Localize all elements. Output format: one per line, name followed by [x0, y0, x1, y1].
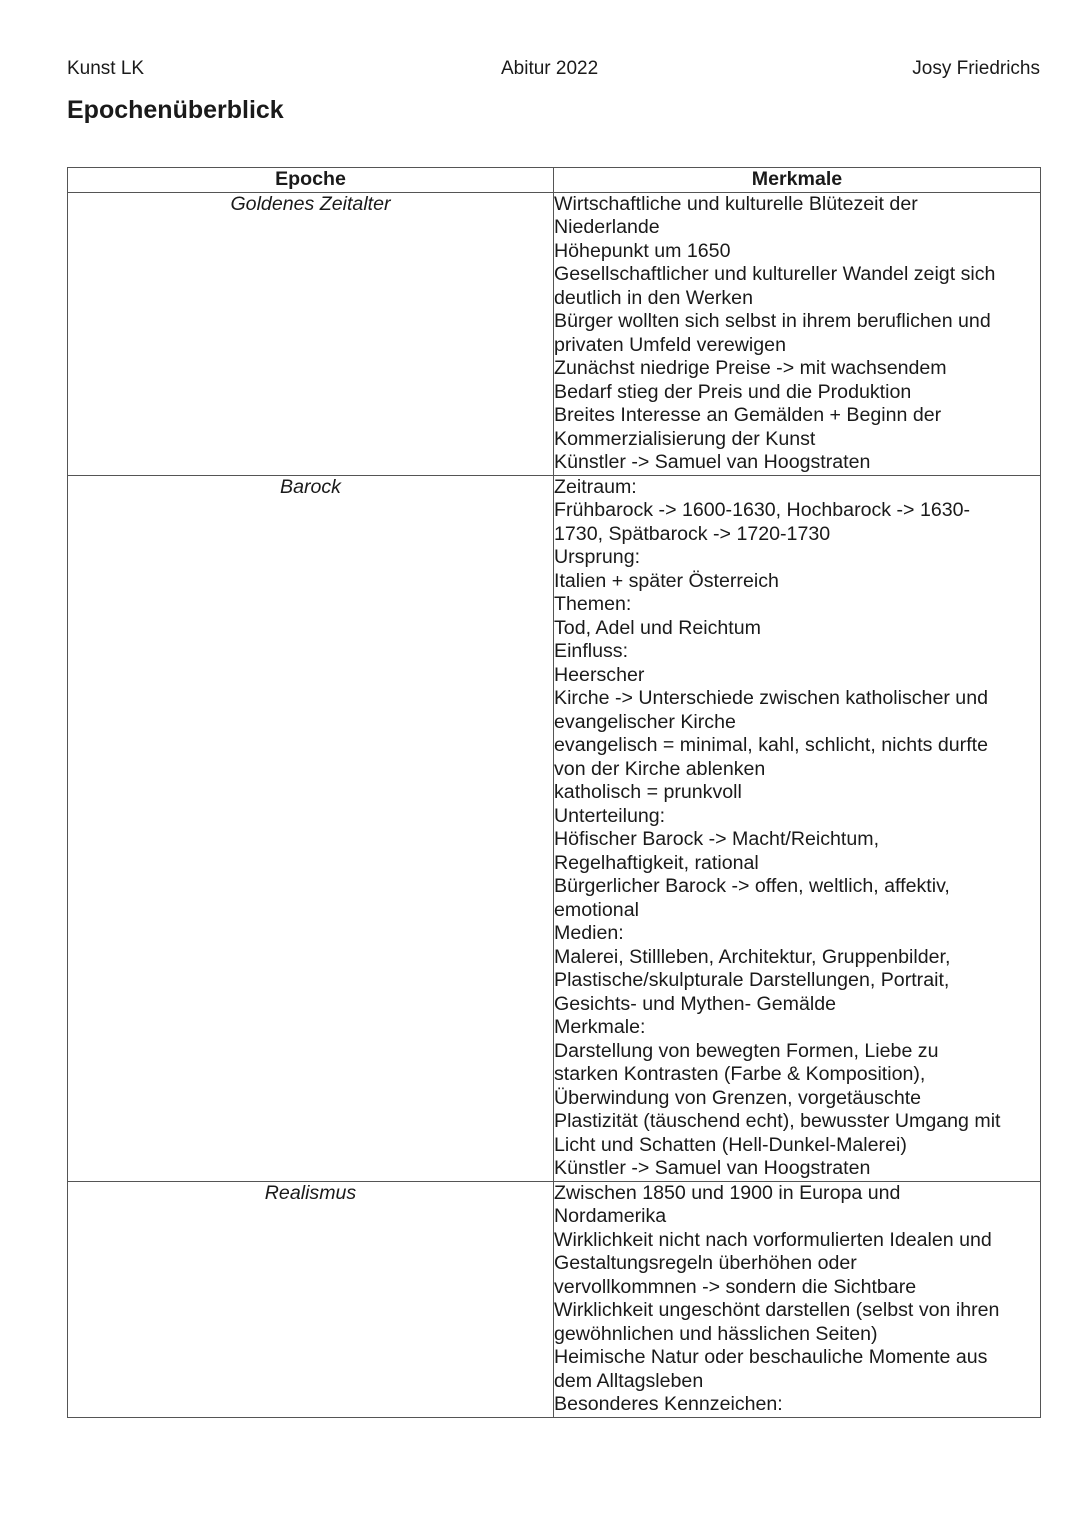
feature-line: Themen: — [554, 593, 632, 615]
feature-line: Licht und Schatten (Hell-Dunkel-Malerei) — [554, 1133, 907, 1156]
feature-line: katholisch = prunkvoll — [554, 781, 742, 803]
feature-line: Besonderes Kennzeichen: — [554, 1393, 783, 1415]
feature-line: Niederlande — [554, 216, 660, 238]
page-title: Epochenüberblick — [67, 96, 284, 124]
table-row — [68, 192, 1041, 475]
feature-line: evangelischer Kirche — [554, 710, 736, 733]
feature-line: Malerei, Stillleben, Architektur, Gruppenbilder, — [554, 945, 951, 968]
feature-line: dem Alltagsleben — [554, 1369, 704, 1392]
feature-line: Plastische/skulpturale Darstellungen, Portrait, — [554, 969, 950, 991]
feature-line: gewöhnlichen und hässlichen Seiten) — [554, 1322, 878, 1345]
feature-line: Bürgerlicher Barock -> offen, weltlich, affektiv, — [554, 875, 950, 897]
epoch-table — [67, 167, 1041, 1418]
feature-line: Gesichts- und Mythen- Gemälde — [554, 992, 837, 1015]
author-name: Josy Friedrichs — [912, 58, 1040, 79]
epoch-table-body — [68, 192, 1041, 1417]
feature-line: Kommerzialisierung der Kunst — [554, 427, 816, 450]
feature-line: Bürger wollten sich selbst in ihrem beruflichen und — [554, 310, 991, 332]
feature-line: Künstler -> Samuel van Hoogstraten — [554, 1157, 871, 1179]
epoch-name: Realismus — [68, 1181, 554, 1417]
feature-line: Wirtschaftliche und kulturelle Blütezeit der — [554, 192, 918, 215]
feature-line: Künstler -> Samuel van Hoogstraten — [554, 451, 871, 473]
feature-line: Heerscher — [554, 663, 645, 686]
feature-line: vervollkommnen -> sondern die Sichtbare — [554, 1275, 917, 1298]
feature-line: starken Kontrasten (Farbe & Komposition), — [554, 1063, 926, 1085]
feature-line: Regelhaftigkeit, rational — [554, 851, 759, 874]
feature-line: Zunächst niedrige Preise -> mit wachsendem — [554, 357, 947, 379]
column-header-epoch: Epoche — [68, 168, 554, 193]
feature-line: Gestaltungsregeln überhöhen oder — [554, 1252, 857, 1274]
exam-label: Abitur 2022 — [501, 58, 599, 79]
feature-line: Medien: — [554, 922, 624, 944]
feature-line: evangelisch = minimal, kahl, schlicht, nichts durfte — [554, 734, 988, 756]
feature-line: Überwindung von Grenzen, vorgetäuschte — [554, 1086, 922, 1109]
feature-line: deutlich in den Werken — [554, 286, 753, 309]
feature-line: emotional — [554, 898, 639, 921]
feature-line: Frühbarock -> 1600-1630, Hochbarock -> 1630- — [554, 499, 971, 521]
epoch-name: Goldenes Zeitalter — [68, 192, 554, 475]
feature-line: Zwischen 1850 und 1900 in Europa und — [554, 1181, 901, 1204]
column-header-features: Merkmale — [554, 168, 1041, 193]
table-row — [68, 1181, 1041, 1417]
epoch-features — [554, 192, 1041, 475]
epoch-name: Barock — [68, 475, 554, 1181]
page-header — [67, 58, 1040, 84]
feature-line: Nordamerika — [554, 1205, 667, 1227]
feature-line: Höfischer Barock -> Macht/Reichtum, — [554, 828, 880, 850]
table-row — [68, 475, 1041, 1181]
feature-line: Ursprung: — [554, 546, 641, 568]
table-header-row — [68, 168, 1041, 193]
feature-line: Plastizität (täuschend echt), bewusster Umgang mit — [554, 1110, 1001, 1132]
feature-line: Breites Interesse an Gemälden + Beginn der — [554, 404, 942, 426]
feature-line: Höhepunkt um 1650 — [554, 239, 731, 262]
epoch-features — [554, 475, 1041, 1181]
feature-line: Unterteilung: — [554, 804, 666, 827]
feature-line: privaten Umfeld verewigen — [554, 333, 786, 356]
feature-line: Kirche -> Unterschiede zwischen katholischer und — [554, 687, 988, 709]
feature-line: von der Kirche ablenken — [554, 757, 766, 780]
feature-line: Einfluss: — [554, 640, 629, 662]
course-label: Kunst LK — [67, 58, 145, 79]
feature-line: Wirklichkeit nicht nach vorformulierten Idealen und — [554, 1228, 992, 1251]
feature-line: Wirklichkeit ungeschönt darstellen (selbst von ihren — [554, 1299, 1000, 1321]
feature-line: Italien + später Österreich — [554, 569, 779, 592]
feature-line: Gesellschaftlicher und kultureller Wandel zeigt sich — [554, 263, 996, 285]
feature-line: 1730, Spätbarock -> 1720-1730 — [554, 522, 831, 545]
feature-line: Heimische Natur oder beschauliche Momente aus — [554, 1346, 988, 1368]
feature-line: Bedarf stieg der Preis und die Produktion — [554, 380, 912, 403]
epoch-features — [554, 1181, 1041, 1417]
feature-line: Darstellung von bewegten Formen, Liebe zu — [554, 1039, 939, 1062]
feature-line: Zeitraum: — [554, 475, 637, 498]
feature-line: Tod, Adel und Reichtum — [554, 616, 761, 639]
feature-line: Merkmale: — [554, 1016, 646, 1038]
